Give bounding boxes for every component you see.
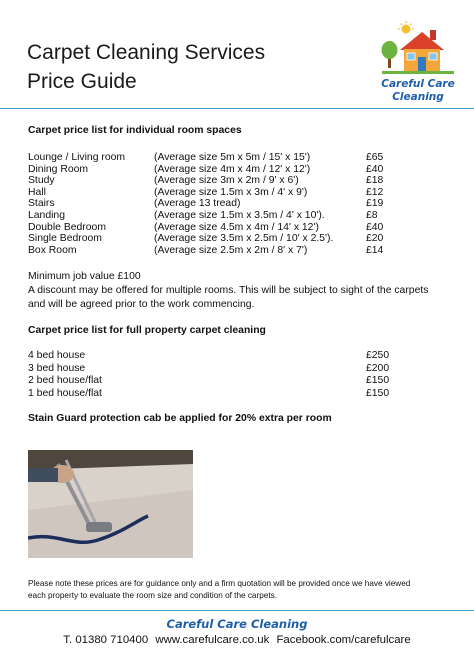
property-row bbox=[28, 375, 448, 388]
footer-divider bbox=[0, 610, 474, 611]
price-row bbox=[28, 187, 448, 199]
guidance-note bbox=[28, 578, 448, 601]
discount-line-1: A discount may be offered for multiple rooms. This will be subject to sight of the carpets bbox=[28, 285, 429, 297]
room-price: £20 bbox=[366, 233, 384, 245]
facebook-link[interactable]: Facebook.com/carefulcare bbox=[276, 634, 411, 646]
title-line-2: Price Guide bbox=[27, 70, 137, 93]
room-price: £8 bbox=[366, 209, 378, 221]
room-name: Study bbox=[28, 175, 55, 187]
header-divider bbox=[0, 108, 474, 109]
room-size: (Average 13 tread) bbox=[154, 198, 241, 210]
room-name: Hall bbox=[28, 186, 46, 198]
room-size: (Average size 4.5m x 4m / 14' x 12') bbox=[154, 221, 319, 233]
property-row bbox=[28, 388, 448, 401]
room-size: (Average size 5m x 5m / 15' x 15') bbox=[154, 152, 311, 163]
room-size: (Average size 3.5m x 2.5m / 10' x 2.5'). bbox=[154, 233, 334, 245]
price-row bbox=[28, 245, 448, 257]
room-name: Landing bbox=[28, 209, 65, 221]
property-row bbox=[28, 350, 448, 363]
price-row bbox=[28, 164, 448, 176]
property-price: £200 bbox=[366, 362, 390, 374]
room-price: £14 bbox=[366, 244, 384, 256]
title-line-1: Carpet Cleaning Services bbox=[27, 41, 266, 64]
room-name: Box Room bbox=[28, 244, 77, 256]
price-row bbox=[28, 233, 448, 245]
room-price: £12 bbox=[366, 186, 384, 198]
phone-number: T. 01380 710400 bbox=[63, 634, 149, 646]
room-size: (Average size 1.5m x 3m / 4' x 9') bbox=[154, 186, 308, 198]
rooms-price-list bbox=[28, 152, 448, 256]
property-type: 3 bed house bbox=[28, 362, 86, 374]
price-row bbox=[28, 175, 448, 187]
stain-guard-heading: Stain Guard protection cab be applied for 20% extra per room bbox=[28, 413, 332, 425]
room-name: Double Bedroom bbox=[28, 221, 106, 233]
note-line-1: Please note these prices are for guidance only and a firm quotation will be provided once we have viewed bbox=[28, 579, 411, 588]
logo-text-line-1: Careful Care bbox=[381, 78, 455, 90]
price-row bbox=[28, 210, 448, 222]
footer-brand: Careful Care Cleaning bbox=[166, 617, 308, 631]
room-size: (Average size 3m x 2m / 9' x 6') bbox=[154, 175, 299, 187]
carpet-cleaning-photo bbox=[28, 450, 193, 558]
property-row bbox=[28, 363, 448, 376]
price-row bbox=[28, 198, 448, 210]
room-price: £18 bbox=[366, 175, 384, 187]
property-type: 4 bed house bbox=[28, 350, 86, 362]
price-row bbox=[28, 222, 448, 234]
price-row bbox=[28, 152, 448, 164]
discount-line-2: and will be agreed prior to the work commencing. bbox=[28, 299, 255, 311]
website-link[interactable]: www.carefulcare.co.uk bbox=[155, 634, 270, 646]
room-size: (Average size 2.5m x 2m / 8' x 7') bbox=[154, 244, 308, 256]
note-line-2: each property to evaluate the room size and condition of the carpets. bbox=[28, 590, 277, 600]
minimum-job-value: Minimum job value £100 bbox=[28, 271, 141, 283]
footer-contact bbox=[0, 634, 474, 646]
room-name: Single Bedroom bbox=[28, 233, 102, 245]
logo-text-line-2: Cleaning bbox=[392, 91, 444, 103]
property-type: 1 bed house/flat bbox=[28, 387, 102, 399]
room-name: Lounge / Living room bbox=[28, 152, 126, 163]
room-name: Dining Room bbox=[28, 163, 89, 175]
room-price: £40 bbox=[366, 163, 384, 175]
price-content bbox=[28, 124, 448, 426]
room-size: (Average size 4m x 4m / 12' x 12') bbox=[154, 163, 311, 175]
room-price: £19 bbox=[366, 198, 384, 210]
property-type: 2 bed house/flat bbox=[28, 375, 102, 387]
room-price: £40 bbox=[366, 221, 384, 233]
property-price: £150 bbox=[366, 387, 390, 399]
house-logo-icon bbox=[378, 20, 458, 78]
rooms-heading: Carpet price list for individual room spaces bbox=[28, 125, 242, 136]
room-name: Stairs bbox=[28, 198, 55, 210]
property-heading: Carpet price list for full property carpet cleaning bbox=[28, 325, 266, 337]
room-price: £65 bbox=[366, 152, 384, 163]
property-price-list bbox=[28, 350, 448, 400]
room-size: (Average size 1.5m x 3.5m / 4' x 10'). bbox=[154, 209, 325, 221]
company-logo bbox=[378, 20, 458, 106]
property-price: £150 bbox=[366, 375, 390, 387]
page-title bbox=[27, 38, 265, 96]
property-price: £250 bbox=[366, 350, 390, 362]
